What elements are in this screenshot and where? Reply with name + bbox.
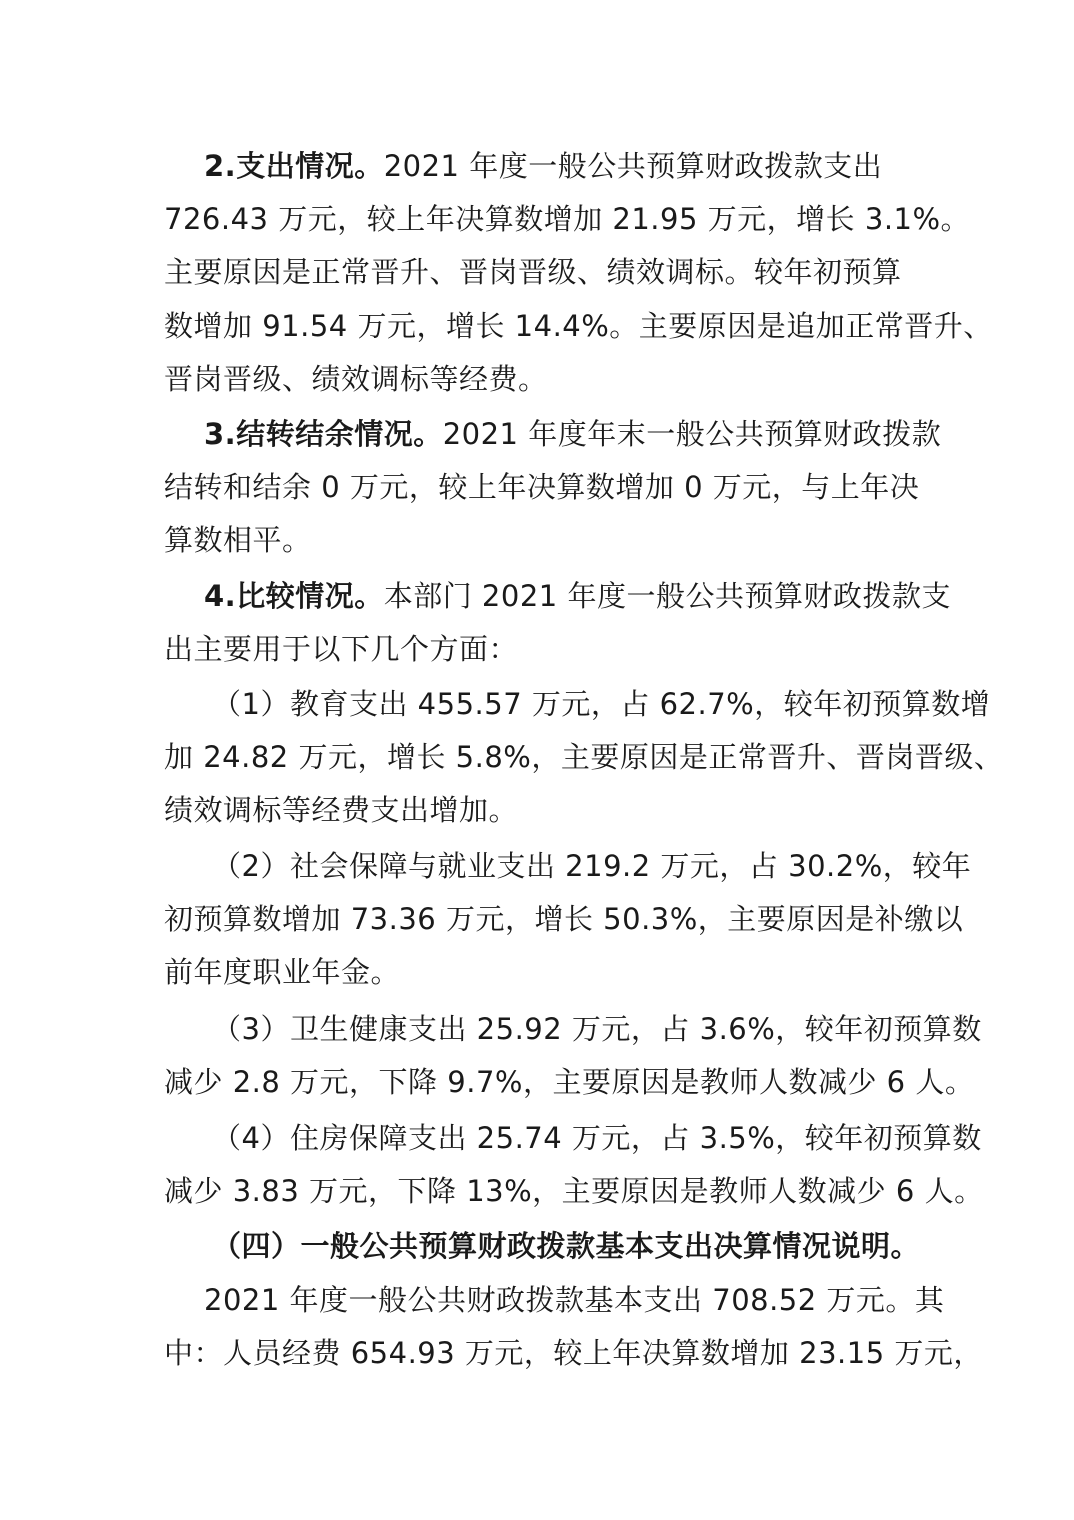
paragraph-carryover-heading-line [204, 414, 941, 454]
text-line: 2021 年度一般公共财政拨款基本支出 708.52 万元。其 [204, 1283, 945, 1317]
list-item-housing: （4）住房保障支出 25.74 万元，占 3.5%，较年初预算数 [212, 1121, 982, 1155]
text-line: 算数相平。 [164, 523, 312, 557]
list-item-social-security: （2）社会保障与就业支出 219.2 万元，占 30.2%，较年 [212, 849, 972, 883]
heading-comparison: 4.比较情况。 [204, 579, 384, 613]
text-line: 数增加 91.54 万元，增长 14.4%。主要原因是追加正常晋升、 [164, 309, 993, 343]
text-line: 726.43 万元，较上年决算数增加 21.95 万元，增长 3.1%。 [164, 202, 971, 236]
text-line: 晋岗晋级、绩效调标等经费。 [164, 362, 548, 396]
text-line: 结转和结余 0 万元，较上年决算数增加 0 万元，与上年决 [164, 470, 920, 504]
list-item-health: （3）卫生健康支出 25.92 万元，占 3.6%，较年初预算数 [212, 1012, 982, 1046]
text-line: 加 24.82 万元，增长 5.8%，主要原因是正常晋升、晋岗晋级、 [164, 740, 1004, 774]
text-line: 出主要用于以下几个方面： [164, 632, 519, 666]
text-line: 减少 3.83 万元，下降 13%，主要原因是教师人数减少 6 人。 [164, 1174, 984, 1208]
text-line: 前年度职业年金。 [164, 955, 401, 989]
list-item-education: （1）教育支出 455.57 万元，占 62.7%，较年初预算数增 [212, 687, 991, 721]
text-line: 减少 2.8 万元，下降 9.7%，主要原因是教师人数减少 6 人。 [164, 1065, 975, 1099]
text-line: 绩效调标等经费支出增加。 [164, 793, 519, 827]
section-heading-basic-expenditure: （四）一般公共预算财政拨款基本支出决算情况说明。 [212, 1229, 921, 1263]
heading-expenditure: 2.支出情况。 [204, 149, 384, 183]
text-line: 2021 年度一般公共预算财政拨款支出 [383, 149, 883, 183]
paragraph-comparison-heading-line [204, 576, 951, 616]
heading-carryover: 3.结转结余情况。 [204, 417, 443, 451]
text-line: 中：人员经费 654.93 万元，较上年决算数增加 23.15 万元， [164, 1336, 983, 1370]
text-line: 本部门 2021 年度一般公共预算财政拨款支 [383, 579, 951, 613]
text-line: 2021 年度年末一般公共预算财政拨款 [442, 417, 942, 451]
paragraph-expenditure-heading-line [204, 146, 882, 186]
text-line: 主要原因是正常晋升、晋岗晋级、绩效调标。较年初预算 [164, 255, 902, 289]
text-line: 初预算数增加 73.36 万元，增长 50.3%，主要原因是补缴以 [164, 902, 964, 936]
